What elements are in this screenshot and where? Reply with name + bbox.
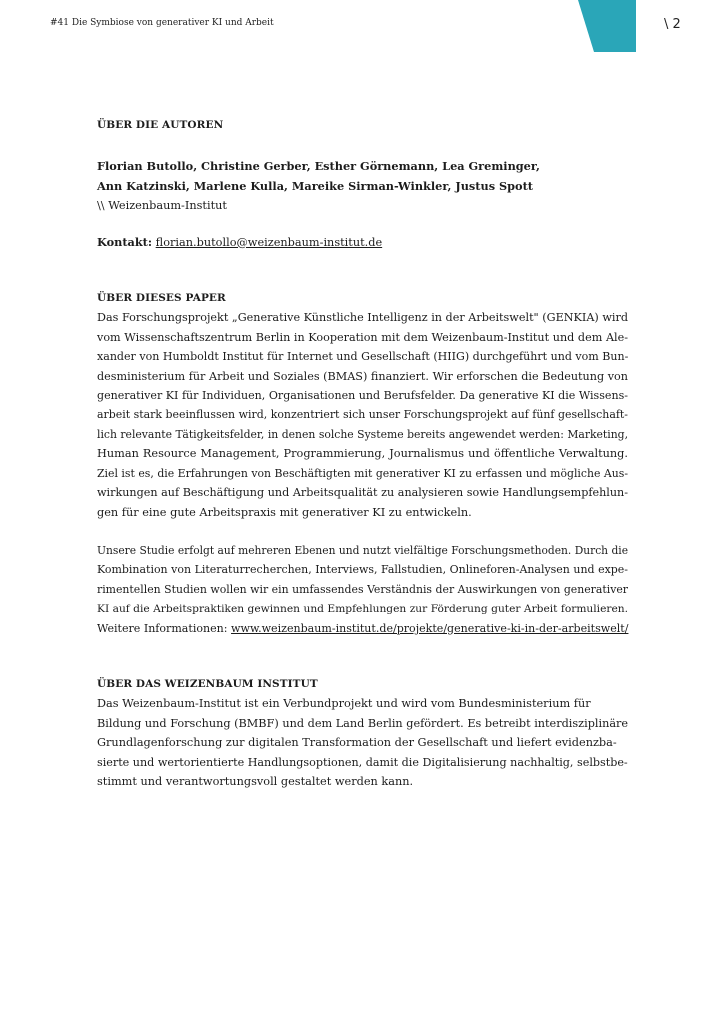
- page-number: \ 2: [664, 17, 681, 32]
- paragraph-line: Das Weizenbaum-Institut ist ein Verbundprojekt und wird vom Bundesministerium für: [97, 697, 591, 711]
- authors-line: Florian Butollo, Christine Gerber, Esther Görnemann, Lea Greminger,: [97, 159, 540, 174]
- paragraph-line: stimmt und verantwortungsvoll gestaltet werden kann.: [97, 774, 414, 788]
- paragraph-line: arbeit stark beeinflussen wird, konzentriert sich unser Forschungsprojekt auf fünf gesellschaft-: [97, 408, 628, 422]
- paragraph-line: gen für eine gute Arbeitspraxis mit generativer KI zu entwickeln.: [97, 505, 472, 519]
- institute-section: [97, 675, 628, 791]
- paragraph-line: Bildung und Forschung (BMBF) und dem Land Berlin gefördert. Es betreibt interdisziplinäre: [97, 716, 629, 730]
- contact-line: [97, 233, 628, 252]
- contact-email-link[interactable]: florian.butollo@weizenbaum-institut.de: [155, 235, 383, 249]
- page-content: [97, 116, 628, 791]
- paragraph-line: sierte und wertorientierte Handlungsoptionen, damit die Digitalisierung nachhaltig, selbstbe-: [97, 755, 628, 769]
- paragraph-line: wirkungen auf Beschäftigung und Arbeitsqualität zu analysieren sowie Handlungsempfehlun-: [97, 486, 628, 500]
- affiliation: \\ Weizenbaum-Institut: [97, 199, 227, 213]
- paragraph-line: vom Wissenschaftszentrum Berlin in Kooperation mit dem Weizenbaum-Institut und dem Ale-: [97, 330, 628, 344]
- authors-list: [97, 157, 628, 196]
- paper-section: [97, 289, 628, 638]
- paragraph-line: lich relevante Tätigkeitsfelder, in denen solche Systeme bereits angewendet werden: Marketing,: [97, 427, 628, 441]
- running-header-title: #41 Die Symbiose von generativer KI und Arbeit: [50, 18, 274, 28]
- paper-paragraph-2: [97, 541, 628, 638]
- paragraph-line: Unsere Studie erfolgt auf mehreren Ebenen und nutzt vielfältige Forschungsmethoden. Durch die: [97, 543, 628, 557]
- header-accent-shape: [578, 0, 636, 52]
- paragraph-line: Kombination von Literaturrecherchen, Interviews, Fallstudien, Onlineforen-Analysen und expe-: [97, 563, 628, 577]
- institute-paragraph: [97, 694, 628, 791]
- paragraph-line: Das Forschungsprojekt „Generative Künstliche Intelligenz in der Arbeitswelt" (GENKIA) wird: [97, 311, 628, 325]
- paper-paragraph-1: [97, 308, 628, 521]
- more-info-line: [97, 619, 628, 638]
- authors-heading: ÜBER DIE AUTOREN: [97, 119, 224, 131]
- paragraph-line: generativer KI für Individuen, Organisationen und Berufsfelder. Da generative KI die Wissens-: [97, 389, 628, 403]
- authors-section: [97, 116, 628, 252]
- paper-heading: ÜBER DIESES PAPER: [97, 292, 226, 305]
- paragraph-line: Ziel ist es, die Erfahrungen von Beschäftigten mit generativer KI zu erfassen und mögliche Aus-: [97, 466, 628, 480]
- authors-line: Ann Katzinski, Marlene Kulla, Mareike Sirman-Winkler, Justus Spott: [97, 178, 534, 193]
- paragraph-line: xander von Humboldt Institut für Internet und Gesellschaft (HIIG) durchgeführt und vom Bun-: [97, 350, 629, 364]
- header-accent-tab: [578, 0, 636, 52]
- more-info-label: Weitere Informationen:: [97, 621, 228, 635]
- paragraph-line: Human Resource Management, Programmierung, Journalismus und öffentliche Verwaltung.: [97, 447, 628, 461]
- institute-heading: ÜBER DAS WEIZENBAUM INSTITUT: [97, 677, 318, 690]
- paragraph-line: KI auf die Arbeitspraktiken gewinnen und Empfehlungen zur Förderung guter Arbeit formulieren.: [97, 602, 628, 616]
- paragraph-line: rimentellen Studien wollen wir ein umfassendes Verständnis der Auswirkungen von generativer: [97, 582, 628, 596]
- project-url-link[interactable]: www.weizenbaum-institut.de/projekte/generative-ki-in-der-arbeitswelt/: [231, 621, 629, 635]
- paragraph-line: desministerium für Arbeit und Soziales (BMAS) finanziert. Wir erforschen die Bedeutung von: [97, 369, 628, 383]
- paragraph-line: Grundlagenforschung zur digitalen Transformation der Gesellschaft und liefert evidenzba-: [97, 736, 617, 750]
- contact-label: Kontakt:: [97, 234, 153, 249]
